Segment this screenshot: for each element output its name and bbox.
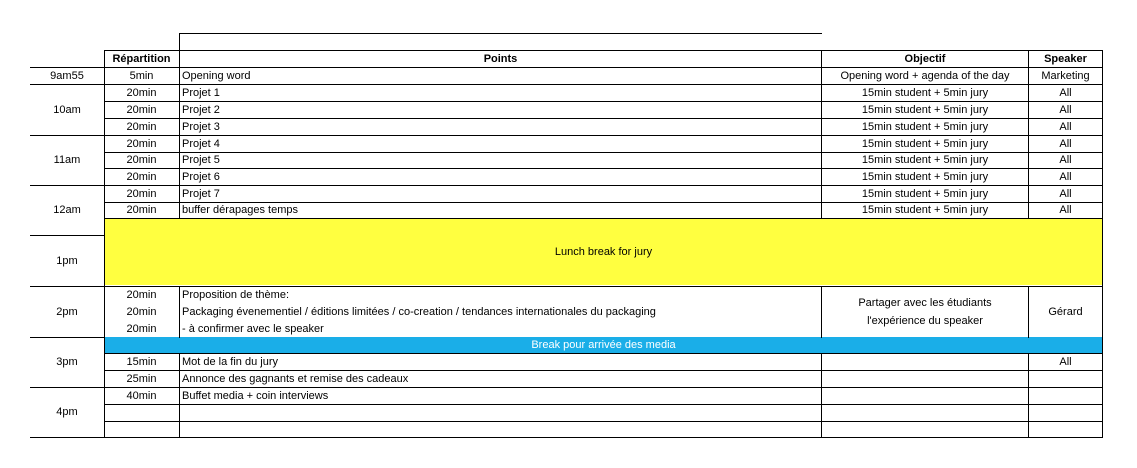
time-label: 1pm xyxy=(56,254,78,267)
time-label: 3pm xyxy=(56,356,78,368)
theme-repartition: 20min xyxy=(126,288,157,301)
row-repartition: 20min xyxy=(126,154,157,166)
row-point: Projet 7 xyxy=(182,187,220,200)
row-point: Opening word xyxy=(182,69,251,82)
row-repartition: 5min xyxy=(129,69,154,82)
row-objectif: 15min student + 5min jury xyxy=(861,170,989,183)
end-repartition: 25min xyxy=(126,372,157,385)
row-repartition: 20min xyxy=(126,86,157,99)
time-label: 4pm xyxy=(56,406,78,418)
row-objectif: 15min student + 5min jury xyxy=(861,103,989,116)
end-speaker: All xyxy=(1059,355,1072,368)
row-speaker: All xyxy=(1059,204,1072,216)
media-break-banner xyxy=(104,337,1103,353)
theme-objectif-line1: Partager avec les étudiants xyxy=(858,297,992,309)
theme-point: Packaging évenementiel / éditions limitées / co-creation / tendances internationales du packaging xyxy=(182,305,656,318)
row-point: Projet 4 xyxy=(182,137,220,150)
theme-point: Proposition de thème: xyxy=(182,288,290,301)
theme-repartition: 20min xyxy=(126,305,157,318)
row-speaker: All xyxy=(1059,86,1072,99)
row-point: Projet 2 xyxy=(182,103,220,116)
row-objectif: 15min student + 5min jury xyxy=(861,120,989,133)
end-point: Annonce des gagnants et remise des cadeaux xyxy=(182,372,409,385)
row-objectif: 15min student + 5min jury xyxy=(861,86,989,99)
theme-speaker: Gérard xyxy=(1048,305,1083,318)
row-objectif: Opening word + agenda of the day xyxy=(840,69,1010,82)
theme-repartition: 20min xyxy=(126,322,157,335)
row-speaker: All xyxy=(1059,137,1072,150)
time-label: 10am xyxy=(53,103,81,116)
row-point: Projet 6 xyxy=(182,170,220,183)
end-speaker xyxy=(1029,371,1102,387)
header-speaker: Speaker xyxy=(1044,52,1087,65)
time-label: 2pm xyxy=(56,305,78,318)
end-point: Buffet media + coin interviews xyxy=(182,389,329,402)
end-speaker xyxy=(1029,388,1102,404)
header-repartition: Répartition xyxy=(112,52,171,65)
row-speaker: All xyxy=(1059,170,1072,183)
row-point: Projet 1 xyxy=(182,86,220,99)
time-label: 9am55 xyxy=(50,69,84,82)
header-points: Points xyxy=(483,52,518,65)
row-speaker: All xyxy=(1059,120,1072,133)
row-speaker: All xyxy=(1059,154,1072,166)
row-objectif: 15min student + 5min jury xyxy=(861,154,989,166)
end-repartition: 15min xyxy=(126,355,157,368)
theme-point: - à confirmer avec le speaker xyxy=(182,322,324,335)
time-label: 12am xyxy=(53,204,81,216)
row-objectif: 15min student + 5min jury xyxy=(861,204,989,216)
row-objectif: 15min student + 5min jury xyxy=(861,187,989,200)
row-speaker: All xyxy=(1059,103,1072,116)
end-repartition: 40min xyxy=(126,389,157,402)
end-point: Mot de la fin du jury xyxy=(182,355,278,368)
row-repartition: 20min xyxy=(126,187,157,200)
row-repartition: 20min xyxy=(126,170,157,183)
header-objectif: Objectif xyxy=(904,52,946,65)
theme-objectif-line2: l'expérience du speaker xyxy=(867,315,983,327)
row-repartition: 20min xyxy=(126,137,157,150)
time-label: 11am xyxy=(53,154,81,166)
row-speaker: Marketing xyxy=(1041,69,1090,82)
row-speaker: All xyxy=(1059,187,1072,200)
row-point: buffer dérapages temps xyxy=(182,204,298,216)
lunch-label: Lunch break for jury xyxy=(554,245,653,258)
row-repartition: 20min xyxy=(126,120,157,133)
row-objectif: 15min student + 5min jury xyxy=(861,137,989,150)
row-point: Projet 3 xyxy=(182,120,220,133)
row-repartition: 20min xyxy=(126,204,157,216)
row-point: Projet 5 xyxy=(182,154,220,166)
theme-objectif xyxy=(822,287,1028,337)
media-break-label: Break pour arrivée des media xyxy=(531,339,676,351)
row-repartition: 20min xyxy=(126,103,157,116)
